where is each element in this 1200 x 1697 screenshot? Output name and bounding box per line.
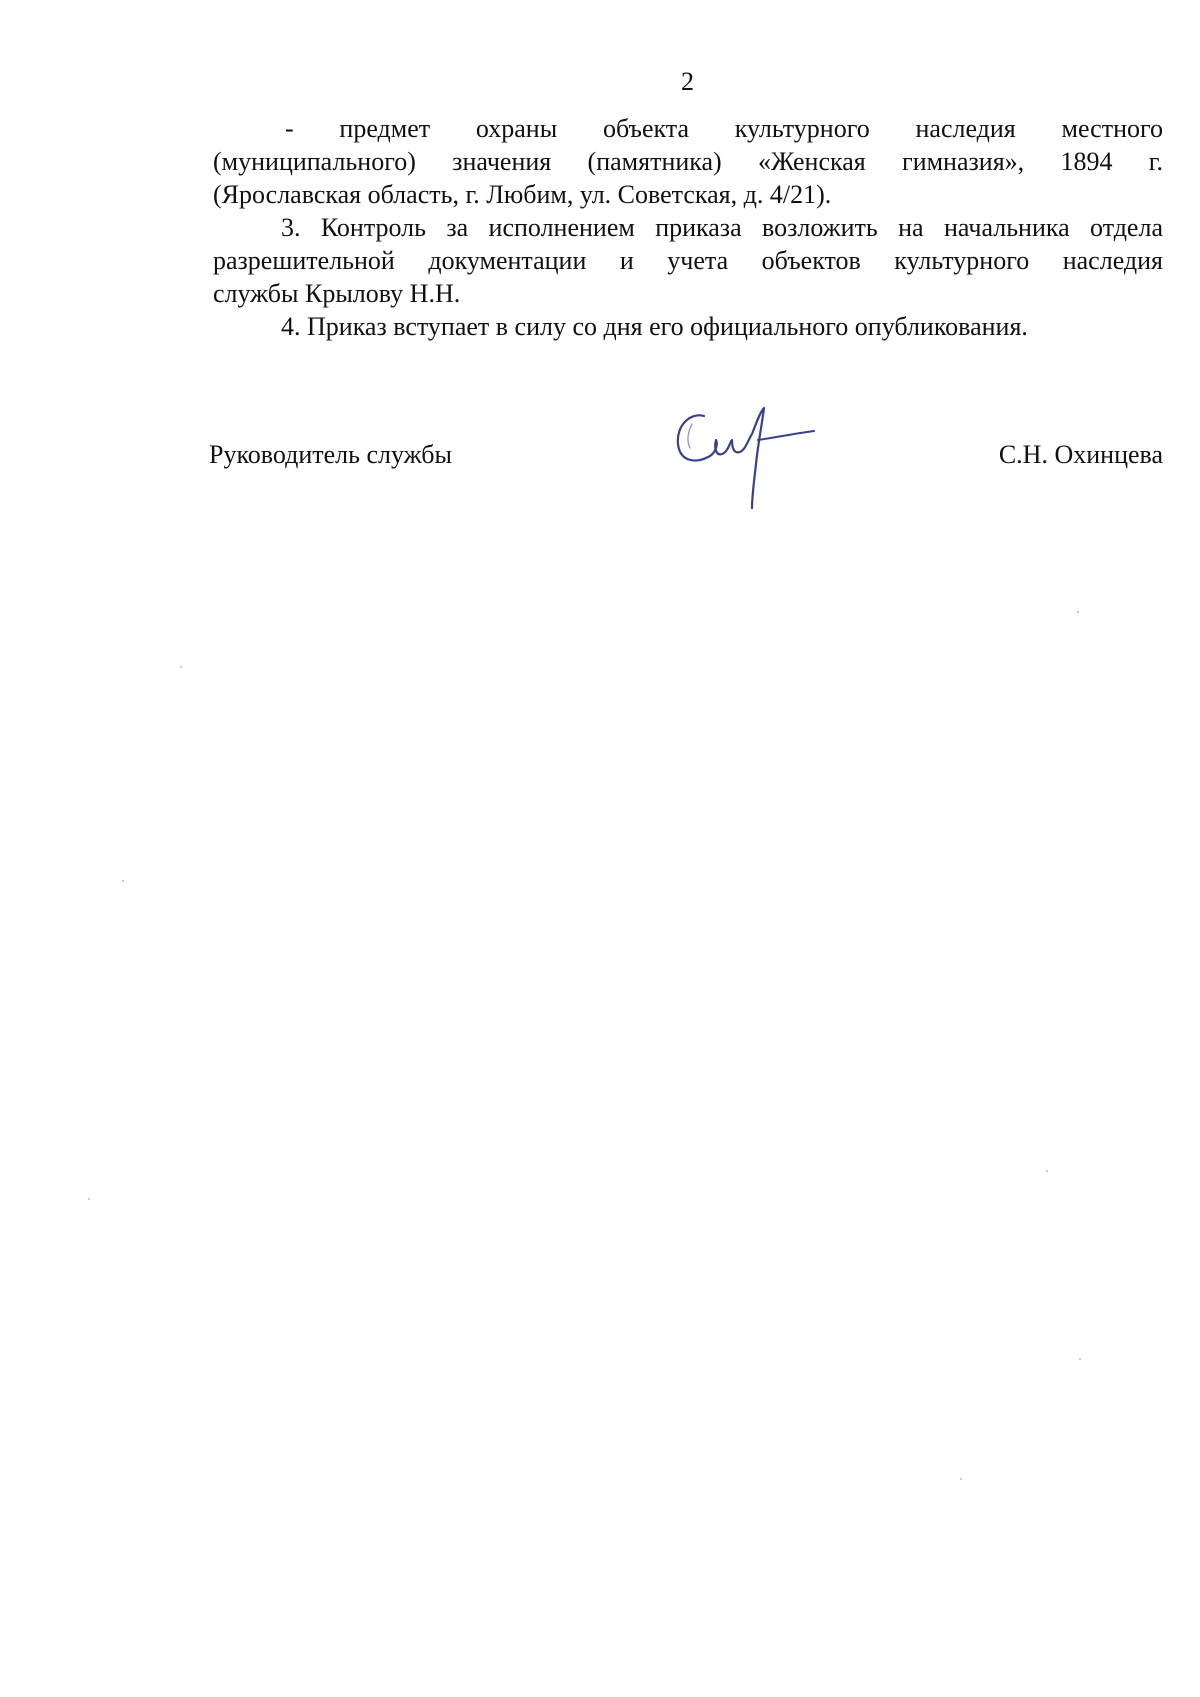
- scan-speck: [1077, 611, 1079, 613]
- text-line: службы Крылову Н.Н.: [213, 279, 461, 308]
- paragraph-control: [213, 211, 1163, 310]
- scan-speck: [122, 880, 124, 882]
- text-line: - предмет охраны объекта культурного наследия местного: [285, 114, 1163, 143]
- scan-speck: [180, 666, 182, 668]
- text-line: 3. Контроль за исполнением приказа возложить на начальника отдела: [281, 213, 1163, 242]
- signatory-title: Руководитель службы: [209, 440, 452, 469]
- document-body: [213, 112, 1163, 343]
- handwritten-signature: [672, 404, 822, 514]
- signatory-name: С.Н. Охинцева: [998, 440, 1163, 469]
- text-line: разрешительной документации и учета объектов культурного наследия: [213, 246, 1163, 275]
- text-line: (муниципального) значения (памятника) «Женская гимназия», 1894 г.: [213, 147, 1163, 176]
- text-line: 4. Приказ вступает в силу со дня его официального опубликования.: [281, 312, 1028, 341]
- scan-speck: [1079, 1358, 1081, 1360]
- signature-block: [0, 440, 1200, 530]
- text-line: (Ярославская область, г. Любим, ул. Советская, д. 4/21).: [213, 180, 832, 209]
- scan-speck: [960, 1478, 962, 1480]
- scan-speck: [1046, 1170, 1048, 1172]
- scan-speck: [88, 1198, 90, 1200]
- paragraph-effective-date: [213, 310, 1163, 343]
- page-number: 2: [681, 67, 694, 96]
- paragraph-protection-subject: [213, 112, 1163, 211]
